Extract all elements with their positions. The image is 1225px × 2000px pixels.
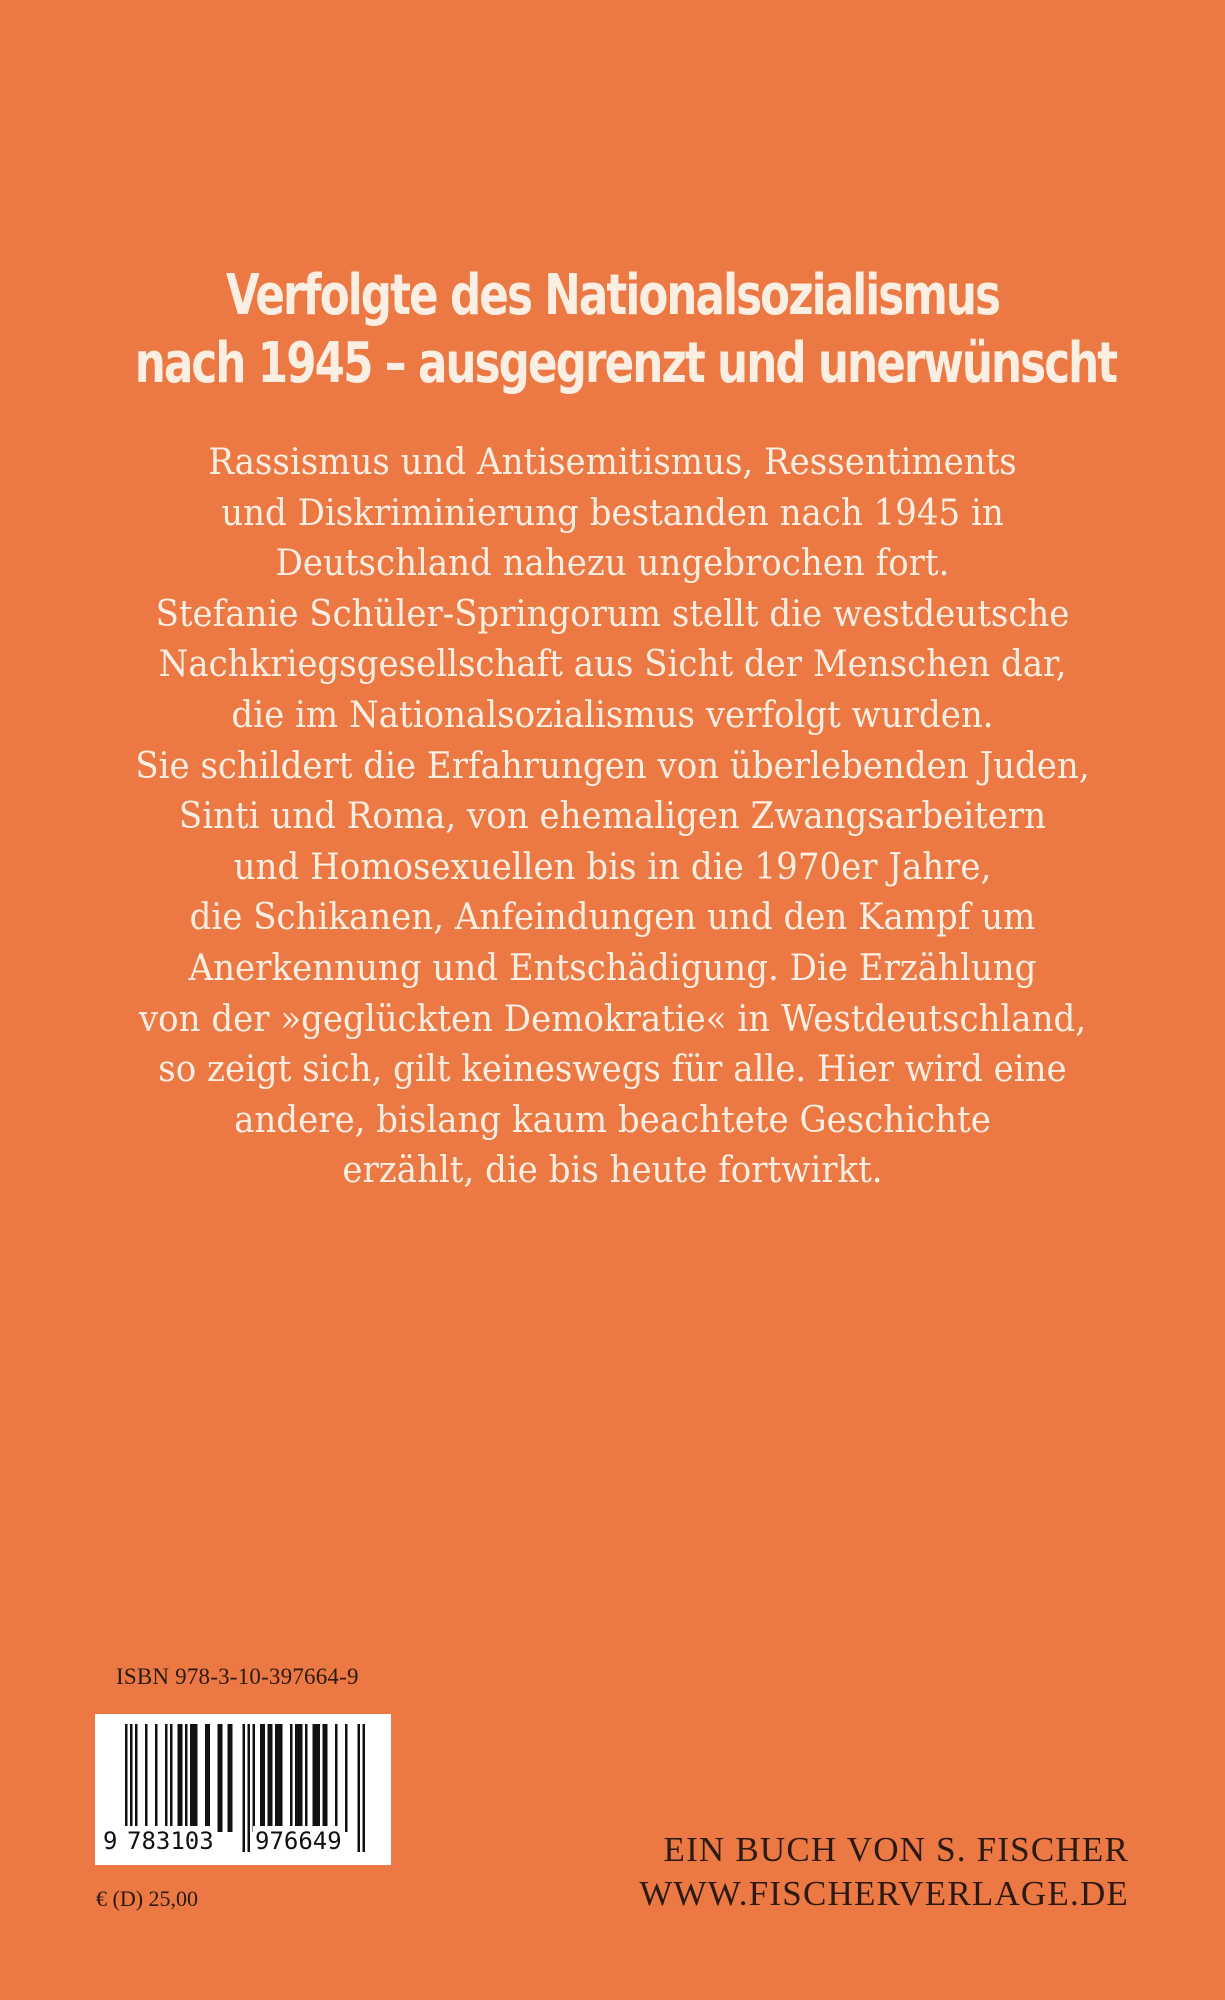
blurb-line: Anerkennung und Entschädigung. Die Erzählung — [188, 947, 1037, 989]
price-label: € (D) 25,00 — [96, 1886, 199, 1911]
blurb-line: Deutschland nahezu ungebrochen fort. — [275, 543, 950, 585]
publisher-info — [639, 1828, 1129, 1916]
blurb-line: Sie schildert die Erfahrungen von überlebenden Juden, — [135, 745, 1090, 787]
headline — [134, 262, 1117, 398]
blurb-line: und Homosexuellen bis in die 1970er Jahre, — [233, 846, 992, 888]
headline-line-1: Verfolgte des Nationalsozialismus — [225, 263, 1000, 328]
headline-line-2: nach 1945 – ausgegrenzt und unerwünscht — [134, 331, 1117, 396]
barcode-digit-group-1: 783103 — [127, 1827, 214, 1855]
barcode-digits — [95, 1826, 391, 1856]
blurb-line: Stefanie Schüler-Springorum stellt die westdeutsche — [155, 593, 1070, 635]
blurb-line: und Diskriminierung bestanden nach 1945 in — [221, 492, 1004, 534]
blurb-line: von der »geglückten Demokratie« in Westdeutschland, — [138, 998, 1087, 1040]
blurb-line: erzählt, die bis heute fortwirkt. — [342, 1150, 883, 1192]
barcode-digit-group-2: 976649 — [255, 1827, 342, 1855]
blurb-line: die Schikanen, Anfeindungen und den Kampf um — [189, 897, 1036, 939]
blurb-line: so zeigt sich, gilt keineswegs für alle. Hier wird eine — [158, 1049, 1067, 1091]
isbn-label: ISBN 978-3-10-397664-9 — [116, 1664, 359, 1689]
blurb-line: die im Nationalsozialismus verfolgt wurden. — [231, 694, 994, 736]
blurb-line: Sinti und Roma, von ehemaligen Zwangsarbeitern — [178, 796, 1047, 838]
publisher-website: WWW.FISCHERVERLAGE.DE — [639, 1874, 1129, 1913]
publisher-name: EIN BUCH VON S. FISCHER — [663, 1830, 1129, 1869]
barcode-digit-lead: 9 — [103, 1827, 118, 1855]
blurb-line: Rassismus und Antisemitismus, Ressentiments — [208, 442, 1017, 483]
blurb-line: andere, bislang kaum beachtete Geschichte — [234, 1099, 991, 1141]
blurb-text — [34, 438, 1192, 1197]
barcode — [95, 1714, 391, 1865]
blurb-line: Nachkriegsgesellschaft aus Sicht der Menschen dar, — [158, 644, 1067, 686]
